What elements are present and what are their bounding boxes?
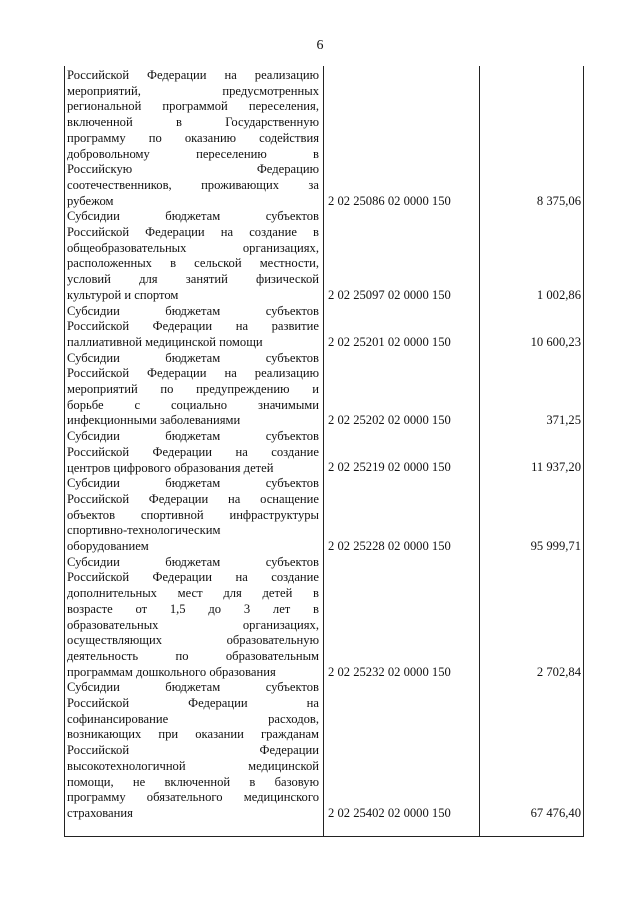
description-line: Российской Федерации на развитие	[67, 319, 319, 334]
description-line: возрасте от 1,5 до 3 лет в	[67, 601, 319, 616]
description-line: программу по оказанию содействия	[67, 130, 319, 145]
description-line: возникающих при оказании гражданам	[67, 727, 319, 742]
description-line: Субсидии бюджетам субъектов	[67, 209, 319, 224]
description-line: паллиативной медицинской помощи	[67, 334, 263, 349]
description-line: Субсидии бюджетам субъектов	[67, 350, 319, 365]
row-description	[67, 304, 319, 351]
description-line: Субсидии бюджетам субъектов	[67, 303, 319, 318]
row-code: 2 02 25232 02 0000 150	[328, 664, 451, 679]
description-line: центров цифрового образования детей	[67, 460, 274, 475]
description-line: помощи, не включенной в базовую	[67, 774, 319, 789]
description-line: мероприятий по предупреждению и	[67, 382, 319, 396]
row-description	[67, 351, 319, 430]
description-line: Субсидии бюджетам субъектов	[67, 429, 319, 444]
column-divider-1	[323, 66, 324, 837]
description-line: Российской Федерации на реализацию	[67, 366, 319, 381]
row-amount: 371,25	[546, 413, 581, 428]
description-line: культурой и спортом	[67, 287, 179, 302]
row-amount: 11 937,20	[531, 460, 581, 475]
description-line: Российской Федерации на	[67, 696, 319, 710]
description-line: Субсидии бюджетам субъектов	[67, 680, 319, 695]
column-divider-2	[479, 66, 480, 837]
row-code: 2 02 25228 02 0000 150	[328, 538, 451, 553]
description-line: рубежом	[67, 193, 114, 208]
description-line: софинансирование расходов,	[67, 711, 319, 726]
description-line: объектов спортивной инфраструктуры	[67, 507, 319, 522]
description-line: соотечественников, проживающих за	[67, 177, 319, 192]
row-description	[67, 476, 319, 555]
description-line: борьбе с социально значимыми	[67, 397, 319, 412]
description-line: региональной программой переселения,	[67, 99, 319, 114]
row-description	[67, 68, 319, 209]
row-code: 2 02 25097 02 0000 150	[328, 287, 451, 302]
description-line: инфекционными заболеваниями	[67, 413, 241, 428]
description-line: деятельность по образовательным	[67, 648, 319, 663]
row-amount: 67 476,40	[530, 805, 581, 820]
revenue-table	[64, 66, 584, 837]
description-line: расположенных в сельской местности,	[67, 256, 319, 271]
description-line: образовательных организациях,	[67, 617, 319, 632]
description-line: Российской Федерации на создание	[67, 444, 319, 459]
row-amount: 2 702,84	[536, 664, 581, 679]
row-code: 2 02 25086 02 0000 150	[328, 193, 451, 208]
page-number: 6	[316, 38, 324, 53]
description-line: высокотехнологичной медицинской	[67, 758, 319, 773]
description-line: Российской Федерации на оснащение	[67, 491, 319, 506]
table-border-left	[64, 66, 65, 837]
row-description	[67, 680, 319, 821]
description-line: Российскую Федерацию	[67, 162, 319, 177]
description-line: программу обязательного медицинского	[67, 790, 319, 805]
table-border-bottom	[64, 836, 584, 837]
row-code: 2 02 25219 02 0000 150	[328, 460, 451, 475]
row-description	[67, 555, 319, 681]
description-line: Российской Федерации на реализацию	[67, 68, 319, 82]
description-line: программам дошкольного образования	[67, 664, 276, 679]
description-line: Субсидии бюджетам субъектов	[67, 554, 319, 569]
row-code: 2 02 25202 02 0000 150	[328, 413, 451, 428]
row-code: 2 02 25201 02 0000 150	[328, 334, 451, 349]
description-line: дополнительных мест для детей в	[67, 586, 319, 601]
description-line: оборудованием	[67, 539, 149, 553]
description-line: включенной в Государственную	[67, 115, 319, 130]
row-code: 2 02 25402 02 0000 150	[328, 805, 451, 820]
row-description	[67, 429, 319, 476]
row-amount: 8 375,06	[536, 193, 581, 208]
row-description	[67, 209, 319, 303]
description-line: Субсидии бюджетам субъектов	[67, 476, 319, 491]
description-line: Российской Федерации на создание в	[67, 225, 319, 239]
row-amount: 1 002,86	[536, 287, 581, 302]
description-line: Российской Федерации	[67, 743, 319, 758]
row-amount: 10 600,23	[530, 334, 581, 349]
description-line: условий для занятий физической	[67, 272, 319, 287]
description-line: страхования	[67, 805, 133, 820]
description-line: Российской Федерации на создание	[67, 570, 319, 585]
description-line: осуществляющих образовательную	[67, 633, 319, 648]
table-border-right	[583, 66, 584, 837]
description-line: общеобразовательных организациях,	[67, 240, 319, 255]
description-line: мероприятий, предусмотренных	[67, 83, 319, 98]
row-amount: 95 999,71	[530, 538, 581, 553]
description-line: спортивно-технологическим	[67, 523, 221, 538]
description-line: добровольному переселению в	[67, 146, 319, 161]
